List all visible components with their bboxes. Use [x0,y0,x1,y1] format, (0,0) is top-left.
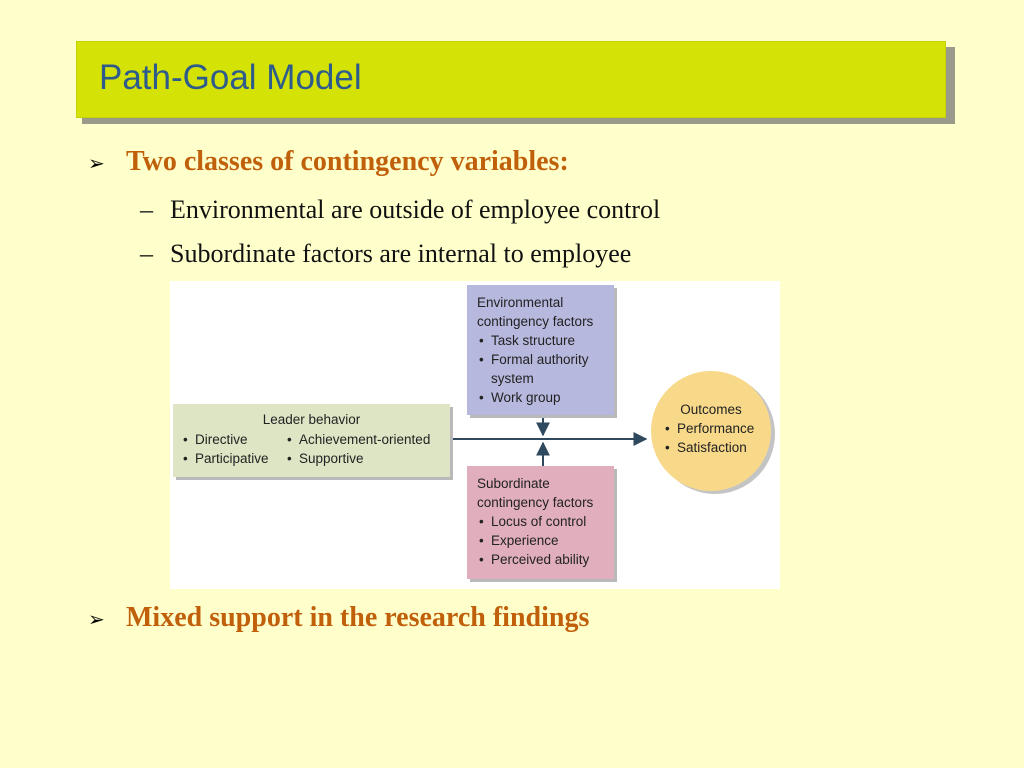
subordinate-item: • Perceived ability [477,550,604,569]
sub-bullet-text: Subordinate factors are internal to employee [170,239,632,268]
sub-bullet-text: Environmental are outside of employee control [170,195,661,224]
environmental-item: • Work group [477,388,604,407]
subordinate-title-line1: Subordinate [477,476,550,491]
leader-behavior-box [173,404,450,477]
slide-title: Path-Goal Model [99,58,362,97]
arrow-bullet-icon: ➢ [88,151,105,175]
subordinate-title-line2: contingency factors [477,495,594,510]
subordinate-item: • Experience [477,531,604,550]
environmental-item: • Formal authority [477,350,604,369]
bullet-text: Mixed support in the research findings [126,602,590,633]
outcomes-title: Outcomes [680,402,742,417]
dash-bullet-icon: – [140,195,153,224]
outcome-item: • Satisfaction [665,438,771,457]
environmental-title-line1: Environmental [477,295,564,310]
title-bar [76,41,946,118]
bullet-text: Two classes of contingency variables: [126,146,569,177]
leader-behavior-item: • Supportive [285,449,442,468]
path-goal-diagram [170,281,780,589]
outcome-item: • Performance [665,419,771,438]
subordinate-factors-box [467,466,614,579]
outcomes-circle [651,371,771,491]
sub-bullet-1 [140,195,660,225]
bullet-item-1 [88,146,569,178]
subordinate-item: • Locus of control [477,512,604,531]
arrow-bullet-icon: ➢ [88,607,105,631]
environmental-item: • Task structure [477,331,604,350]
leader-behavior-item: • Achievement-oriented [285,430,442,449]
leader-behavior-item: • Participative [181,449,285,468]
sub-bullet-2 [140,239,631,269]
environmental-item-continuation: system [491,371,534,386]
environmental-title-line2: contingency factors [477,314,594,329]
bullet-item-2 [88,602,589,634]
dash-bullet-icon: – [140,239,153,268]
leader-behavior-title: Leader behavior [262,412,361,427]
leader-behavior-item: • Directive [181,430,285,449]
environmental-factors-box [467,285,614,415]
